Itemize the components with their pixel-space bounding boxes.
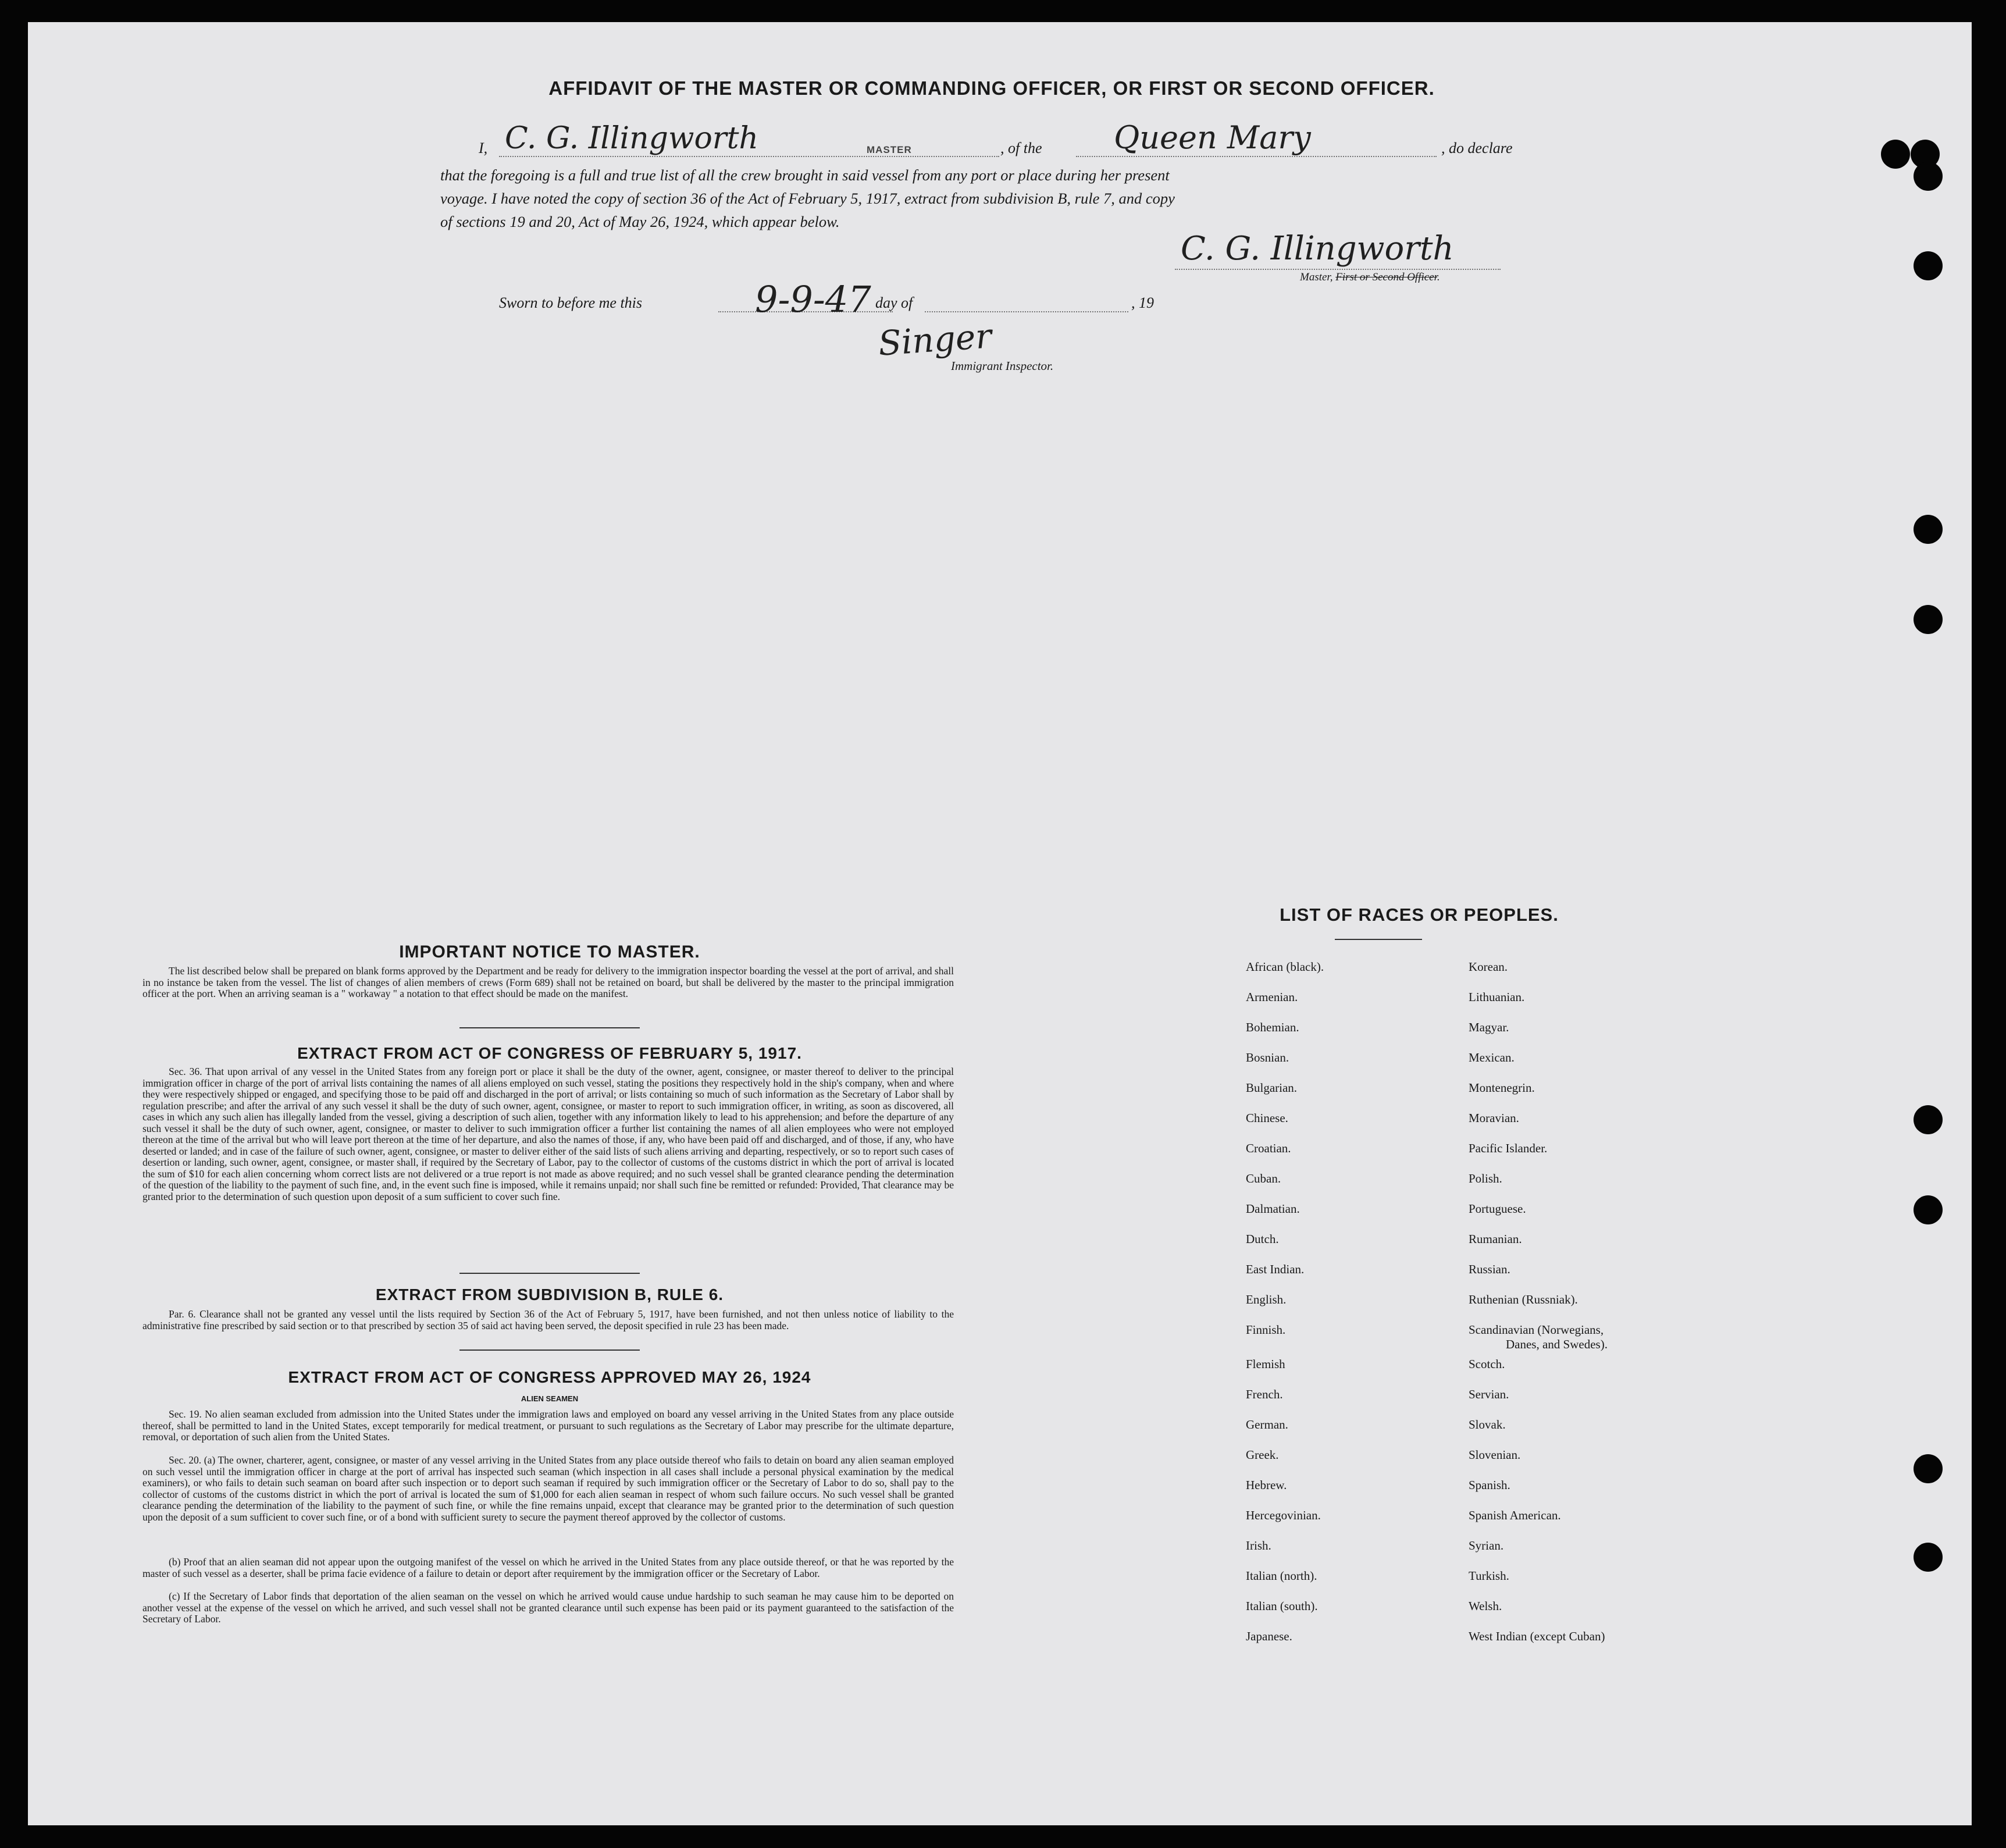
- day-of-label: day of: [875, 294, 913, 311]
- binder-hole: [1914, 1454, 1943, 1483]
- race-item: Finnish.: [1246, 1323, 1286, 1337]
- master-caption-suffix: .: [1437, 271, 1440, 283]
- vessel-name: Queen Mary: [1114, 119, 1311, 156]
- race-item: Polish.: [1469, 1172, 1502, 1185]
- master-caption: [1300, 271, 1440, 284]
- race-item: German.: [1246, 1418, 1288, 1432]
- divider: [459, 1349, 640, 1351]
- extract-1924-sec20c: (c) If the Secretary of Labor finds that deportation of the alien seaman on the vessel on which he arrived would cause undue hardship to such seaman he may cause him to be deported on another vessel at the expense of the vessel on which he arrived, and such vessel shall not be granted clearance until such expense has been paid or its payment guaranteed to the satisfaction of the Secretary of Labor.: [142, 1590, 954, 1625]
- race-item: Scandinavian (Norwegians,: [1469, 1323, 1604, 1337]
- binder-hole: [1914, 251, 1943, 280]
- binder-hole: [1881, 140, 1910, 169]
- race-item: Dalmatian.: [1246, 1202, 1300, 1216]
- extract-1924-sec20a: Sec. 20. (a) The owner, charterer, agent, consignee, or master of any vessel arriving in the United States from any place outside thereof who fails to detain on board any alien seaman employed on such vessel until the immigration officer in charge at the port of arrival has inspected such seaman (which inspection in all cases shall include a personal physical examination by the medical examiners), or who fails to detain such seaman on board after such inspection or to deport such seaman if required by such immigration officer or the Secretary of Labor to do so, shall pay to the collector of customs of the customs district in which the port of arrival is located the sum of $1,000 for each alien seaman in respect of whom such failure occurs. No such vessel shall be granted clearance pending the determination of the liability to the payment of such fine, or while the fine remains unpaid, except that clearance may be granted prior to the determination of such question upon the deposit of a sum sufficient to cover such fine, or of a bond with sufficient surety to secure the payment thereof approved by the collector of customs.: [142, 1454, 954, 1523]
- rule-6-text: Par. 6. Clearance shall not be granted any vessel until the lists required by Section 36 of the Act of February 5, 1917, have been furnished, and not then unless notice of liability to the administrative fine prescribed by said section or to that prescribed by section 35 of said act having been served, the deposit specified in rule 23 has been made.: [142, 1308, 954, 1331]
- race-item: Ruthenian (Russniak).: [1469, 1292, 1578, 1306]
- officer-name: C. G. Illingworth: [505, 121, 759, 156]
- binder-hole: [1914, 515, 1943, 544]
- races-title: LIST OF RACES OR PEOPLES.: [1280, 905, 1559, 925]
- race-item: Turkish.: [1469, 1569, 1509, 1583]
- rank-stamp: MASTER: [867, 144, 912, 155]
- race-item: Danes, and Swedes).: [1506, 1337, 1608, 1351]
- race-item: Servian.: [1469, 1387, 1509, 1401]
- race-item: Spanish.: [1469, 1478, 1510, 1492]
- sworn-label: Sworn to before me this: [499, 294, 643, 311]
- race-item: Bohemian.: [1246, 1020, 1299, 1034]
- race-item: Scotch.: [1469, 1357, 1505, 1371]
- binder-hole: [1914, 605, 1943, 634]
- race-item: Magyar.: [1469, 1020, 1509, 1034]
- sworn-date: 9-9-47: [755, 278, 871, 321]
- race-item: Lithuanian.: [1469, 990, 1525, 1004]
- affidavit-i-label: I,: [479, 140, 488, 156]
- affidavit-line-2: that the foregoing is a full and true list of all the crew brought in said vessel from any port or place during her present: [440, 166, 1170, 184]
- notice-text: The list described below shall be prepared on blank forms approved by the Department and be ready for delivery to the immigration inspector boarding the vessel at the port of arrival, and shall in no instance be taken from the vessel. The list of changes of alien members of crews (Form 689) shall not be retained on board, but shall be delivered by the master to the principal immigration officer at the port. When an arriving seaman is a " workaway " a notation to that effect should be made on the manifest.: [142, 965, 954, 999]
- extract-1924-title: EXTRACT FROM ACT OF CONGRESS APPROVED MAY 26, 1924: [288, 1368, 811, 1386]
- divider: [459, 1027, 640, 1028]
- race-item: Slovak.: [1469, 1418, 1506, 1432]
- race-item: Italian (south).: [1246, 1599, 1318, 1613]
- officer-name-line: [499, 156, 999, 157]
- race-item: Moravian.: [1469, 1111, 1519, 1125]
- race-item: Cuban.: [1246, 1172, 1281, 1185]
- inspector-signature: Singer: [876, 316, 993, 364]
- race-item: Bulgarian.: [1246, 1081, 1298, 1095]
- race-item: Pacific Islander.: [1469, 1141, 1548, 1155]
- master-signature: C. G. Illingworth: [1181, 230, 1454, 268]
- do-declare-label: , do declare: [1441, 140, 1513, 156]
- race-item: East Indian.: [1246, 1262, 1305, 1276]
- race-item: Korean.: [1469, 960, 1508, 974]
- extract-1917-title: EXTRACT FROM ACT OF CONGRESS OF FEBRUARY 5, 1917.: [297, 1044, 802, 1062]
- race-item: African (black).: [1246, 960, 1324, 974]
- race-item: Spanish American.: [1469, 1508, 1561, 1522]
- affidavit-line-3: voyage. I have noted the copy of section 36 of the Act of February 5, 1917, extract from subdivision B, rule 7, and copy: [440, 190, 1175, 207]
- binder-hole: [1914, 1543, 1943, 1572]
- race-item: Montenegrin.: [1469, 1081, 1535, 1095]
- document-sheet: [28, 22, 1972, 1825]
- vessel-name-line: [1076, 156, 1437, 157]
- race-item: West Indian (except Cuban): [1469, 1629, 1605, 1643]
- binder-hole: [1914, 1105, 1943, 1134]
- race-item: Syrian.: [1469, 1539, 1504, 1553]
- race-item: Slovenian.: [1469, 1448, 1521, 1462]
- of-the-label: , of the: [1000, 140, 1042, 156]
- notice-title: IMPORTANT NOTICE TO MASTER.: [399, 942, 700, 962]
- master-caption-struck: First or Second Officer: [1335, 271, 1437, 283]
- race-item: Mexican.: [1469, 1051, 1515, 1064]
- divider: [459, 1273, 640, 1274]
- binder-hole: [1914, 1195, 1943, 1224]
- race-item: Flemish: [1246, 1357, 1285, 1371]
- affidavit-line-4: of sections 19 and 20, Act of May 26, 1924, which appear below.: [440, 213, 840, 230]
- race-item: Greek.: [1246, 1448, 1279, 1462]
- race-item: Russian.: [1469, 1262, 1510, 1276]
- rule-6-title: EXTRACT FROM SUBDIVISION B, RULE 6.: [375, 1286, 724, 1304]
- race-item: Armenian.: [1246, 990, 1298, 1004]
- race-item: Hebrew.: [1246, 1478, 1287, 1492]
- master-caption-prefix: Master,: [1300, 271, 1336, 283]
- affidavit-title: AFFIDAVIT OF THE MASTER OR COMMANDING OFFICER, OR FIRST OR SECOND OFFICER.: [548, 77, 1435, 99]
- month-line: [925, 311, 1128, 312]
- extract-1924-sec20b: (b) Proof that an alien seaman did not appear upon the outgoing manifest of the vessel on which he arrived in the United States from any place outside thereof, or that he was reported by the master of such vessel as a deserter, shall be prima facie evidence of a failure to detain or deport after requirement by the immigration officer or the Secretary of Labor.: [142, 1556, 954, 1579]
- race-item: Italian (north).: [1246, 1569, 1317, 1583]
- race-item: French.: [1246, 1387, 1283, 1401]
- year-prefix: , 19: [1131, 294, 1154, 311]
- extract-1924-subtitle: ALIEN SEAMEN: [521, 1394, 579, 1403]
- race-item: Chinese.: [1246, 1111, 1288, 1125]
- race-item: Croatian.: [1246, 1141, 1291, 1155]
- race-item: Hercegovinian.: [1246, 1508, 1321, 1522]
- race-item: Japanese.: [1246, 1629, 1292, 1643]
- race-item: Portuguese.: [1469, 1202, 1526, 1216]
- race-item: Dutch.: [1246, 1232, 1279, 1246]
- extract-1924-sec19: Sec. 19. No alien seaman excluded from admission into the United States under the immigration laws and employed on board any vessel arriving in the United States from any place outside thereof, shall be permitted to land in the United States, except temporarily for medical treatment, or pursuant to such regulations as the Secretary of Labor may prescribe for the ultimate departure, removal, or deportation of such alien from the United States.: [142, 1408, 954, 1443]
- race-item: Rumanian.: [1469, 1232, 1522, 1246]
- race-item: Welsh.: [1469, 1599, 1502, 1613]
- race-item: Bosnian.: [1246, 1051, 1289, 1064]
- race-item: English.: [1246, 1292, 1287, 1306]
- master-signature-line: [1175, 269, 1501, 270]
- races-title-underline: [1335, 939, 1422, 940]
- extract-1917-text: Sec. 36. That upon arrival of any vessel in the United States from any foreign port or place it shall be the duty of the owner, agent, consignee, or master thereof to deliver to the principal immigration officer in charge of the port of arrival lists containing the names of all aliens employed on such vessel, stating the positions they respectively hold in the ship's company, when and where they were respectively shipped or engaged, and specifying those to be paid off and discharged in the port of arrival; or lists containing so much of such information as the Secretary of Labor shall by regulation prescribe; and after the arrival of any such vessel it shall be the duty of such owner, agent, consignee, or master to report to such immigration officer, in writing, as soon as discovered, all cases in which any such alien has illegally landed from the vessel, giving a description of such alien, together with any information likely to lead to his apprehension; and before the departure of any such vessel it shall be the duty of such owner, agent, consignee, or master to deliver to such immigration officer a further list containing the names of all alien employees who were not employed thereon at the time of the arrival but who will leave port thereon at the time of her departure, and also the names of those, if any, who have been paid off and discharged, and of those, if any, who have deserted or landed; and in case of the failure of such owner, agent, consignee, or master to deliver either of the said lists of such aliens arriving and departing, respectively, or so to report such cases of desertion or landing, such owner, agent, consignee, or master shall, if required by the Secretary of Labor, pay to the collector of customs of the customs district in which the port of arrival is located the sum of $10 for each alien concerning whom correct lists are not delivered or a true report is not made as above required; and no such vessel shall be granted clearance pending the determination of the question of the liability to the payment of such fine, and, in the event such fine is imposed, while it remains unpaid; nor shall such fine be remitted or refunded: Provided, That clearance may be granted prior to the determination of such question upon deposit of a sum sufficient to cover such fine.: [142, 1066, 954, 1202]
- binder-hole: [1914, 162, 1943, 191]
- inspector-caption: Immigrant Inspector.: [951, 359, 1054, 373]
- race-item: Irish.: [1246, 1539, 1271, 1553]
